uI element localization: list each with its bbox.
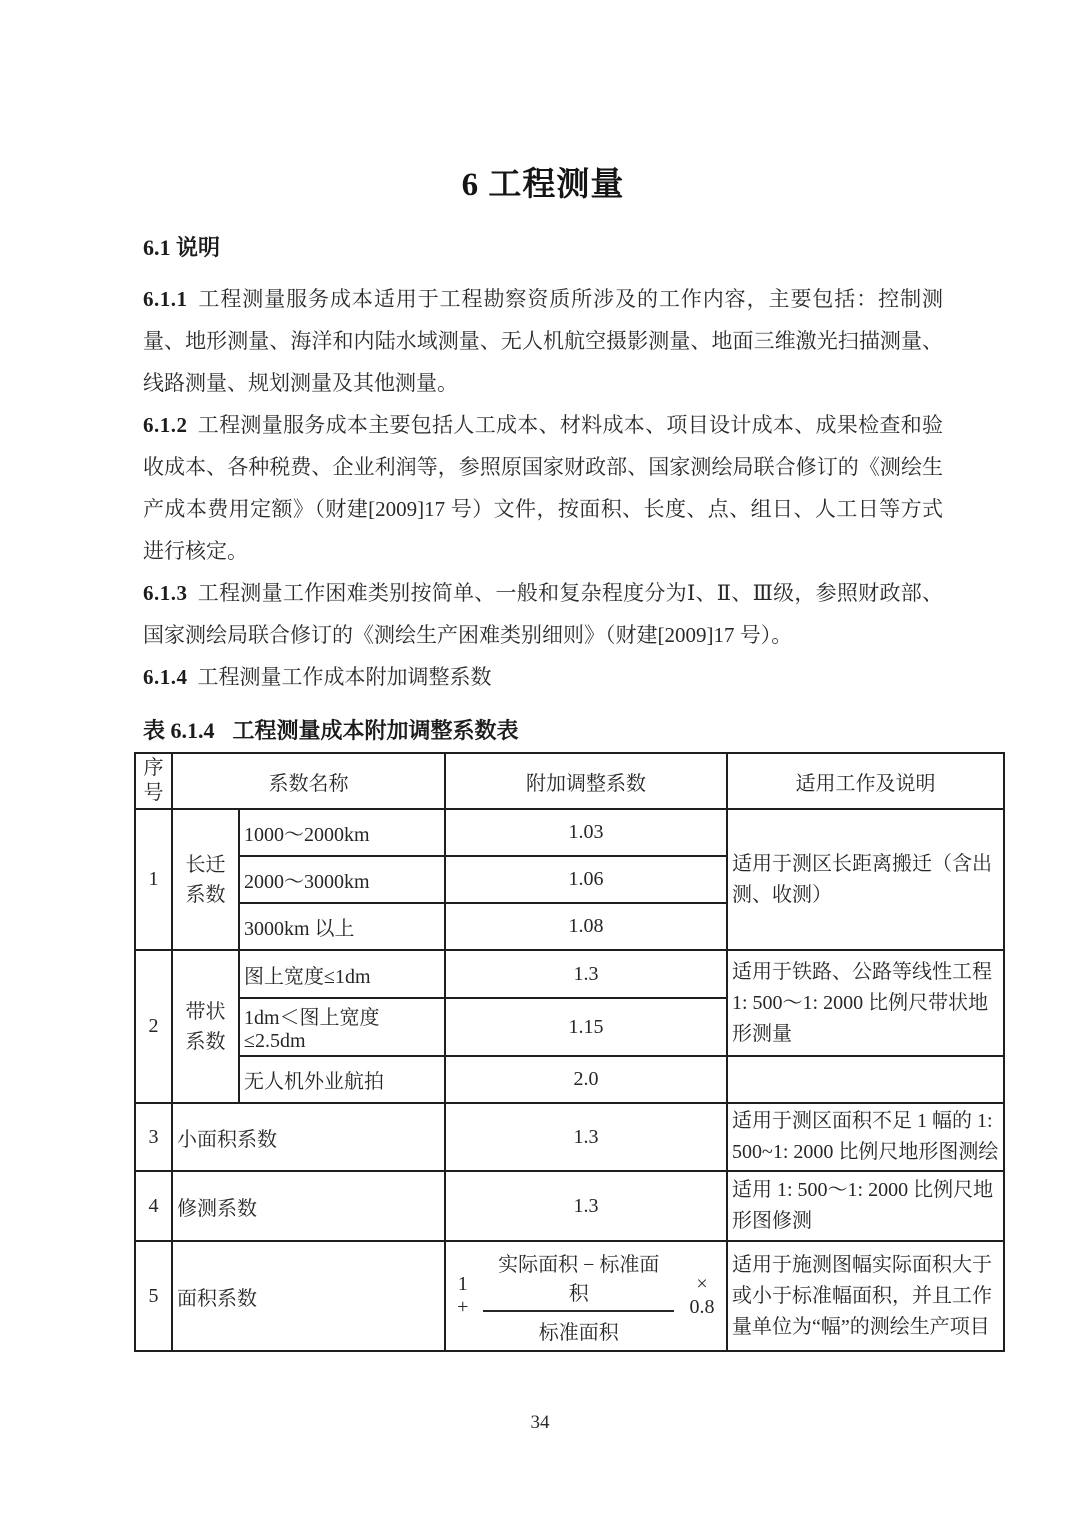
row1-item3-name: 3000km 以上 — [239, 903, 445, 950]
area-coefficient-formula — [450, 1248, 722, 1345]
row2-item2-name: 1dm＜图上宽度≤2.5dm — [239, 998, 445, 1056]
paragraph-number-6-1-2: 6.1.2 — [143, 413, 188, 437]
row1-item2-name: 2000～3000km — [239, 856, 445, 903]
row3-description: 适用于测区面积不足 1 幅的 1: 500~1: 2000 比例尺地形图测绘 — [727, 1103, 1004, 1171]
row3-name: 小面积系数 — [172, 1103, 445, 1171]
table-row-2c — [135, 1056, 1004, 1103]
paragraph-text-6-1-2: 工程测量服务成本主要包括人工成本、材料成本、项目设计成本、成果检查和验收成本、各种税费、企业利润等，参照原国家财政部、国家测绘局联合修订的《测绘生产成本费用定额》（财建[2009]17 号）文件，按面积、长度、点、组日、人工日等方式进行核定。 — [143, 413, 943, 563]
row2-no: 2 — [135, 950, 172, 1103]
adjustment-coefficient-table — [134, 752, 1005, 1352]
row1-group-label: 长迁系数 — [172, 809, 239, 950]
row2-description-empty — [727, 1056, 1004, 1103]
table-row-3 — [135, 1103, 1004, 1171]
row5-name: 面积系数 — [172, 1241, 445, 1351]
table-row-5 — [135, 1241, 1004, 1351]
page-number: 34 — [530, 1412, 550, 1433]
row5-formula-cell — [445, 1241, 727, 1351]
row1-item2-coef: 1.06 — [445, 856, 727, 903]
row2-group-label: 带状系数 — [172, 950, 239, 1103]
table-caption-label: 表 6.1.4 — [143, 718, 215, 743]
row5-no: 5 — [135, 1241, 172, 1351]
table-caption — [143, 714, 943, 745]
row4-coef: 1.3 — [445, 1171, 727, 1241]
row3-coef: 1.3 — [445, 1103, 727, 1171]
header-cell-name: 系数名称 — [172, 753, 445, 809]
table-header-row — [135, 753, 1004, 809]
row2-item3-name: 无人机外业航拍 — [239, 1056, 445, 1103]
row4-name: 修测系数 — [172, 1171, 445, 1241]
table-row-1a — [135, 809, 1004, 856]
row3-no: 3 — [135, 1103, 172, 1171]
table-row-2a — [135, 950, 1004, 998]
paragraph-6-1-2 — [143, 404, 943, 572]
formula-prefix: 1 + — [457, 1273, 469, 1318]
section-heading-6-1: 6.1 说明 — [143, 235, 221, 260]
row1-description: 适用于测区长距离搬迁（含出测、收测） — [727, 809, 1004, 950]
paragraph-number-6-1-3: 6.1.3 — [143, 581, 188, 605]
formula-suffix: × 0.8 — [689, 1273, 715, 1318]
formula-denominator: 标准面积 — [538, 1321, 619, 1344]
row4-no: 4 — [135, 1171, 172, 1241]
paragraph-number-6-1-1: 6.1.1 — [143, 287, 188, 311]
row2-description: 适用于铁路、公路等线性工程1: 500～1: 2000 比例尺带状地形测量 — [727, 950, 1004, 1056]
row2-item2-coef: 1.15 — [445, 998, 727, 1056]
header-cell-coef: 附加调整系数 — [445, 753, 727, 809]
row1-item3-coef: 1.08 — [445, 903, 727, 950]
paragraph-6-1-3 — [143, 572, 943, 656]
paragraph-text-6-1-4: 工程测量工作成本附加调整系数 — [197, 665, 492, 689]
paragraph-6-1-1 — [143, 278, 943, 404]
paragraph-number-6-1-4: 6.1.4 — [143, 665, 188, 689]
row5-description: 适用于施测图幅实际面积大于或小于标准幅面积，并且工作量单位为“幅”的测绘生产项目 — [727, 1241, 1004, 1351]
row2-item1-coef: 1.3 — [445, 950, 727, 998]
row1-no: 1 — [135, 809, 172, 950]
row2-item1-name: 图上宽度≤1dm — [239, 950, 445, 998]
formula-numerator: 实际面积 − 标准面积 — [483, 1248, 674, 1312]
table-caption-title: 工程测量成本附加调整系数表 — [232, 718, 519, 743]
row1-item1-coef: 1.03 — [445, 809, 727, 856]
paragraph-text-6-1-1: 工程测量服务成本适用于工程勘察资质所涉及的工作内容，主要包括：控制测量、地形测量、海洋和内陆水域测量、无人机航空摄影测量、地面三维激光扫描测量、线路测量、规划测量及其他测量。 — [143, 287, 943, 395]
header-cell-desc: 适用工作及说明 — [727, 753, 1004, 809]
row4-description: 适用 1: 500～1: 2000 比例尺地形图修测 — [727, 1171, 1004, 1241]
row1-item1-name: 1000～2000km — [239, 809, 445, 856]
table-row-4 — [135, 1171, 1004, 1241]
formula-fraction — [483, 1248, 674, 1345]
paragraph-6-1-4 — [143, 656, 943, 698]
row2-item3-coef: 2.0 — [445, 1056, 727, 1103]
chapter-title: 6 工程测量 — [461, 167, 625, 203]
header-cell-no: 序号 — [135, 753, 172, 809]
paragraph-text-6-1-3: 工程测量工作困难类别按简单、一般和复杂程度分为Ⅰ、Ⅱ、Ⅲ级，参照财政部、国家测绘局联合修订的《测绘生产困难类别细则》（财建[2009]17 号）。 — [143, 581, 943, 647]
